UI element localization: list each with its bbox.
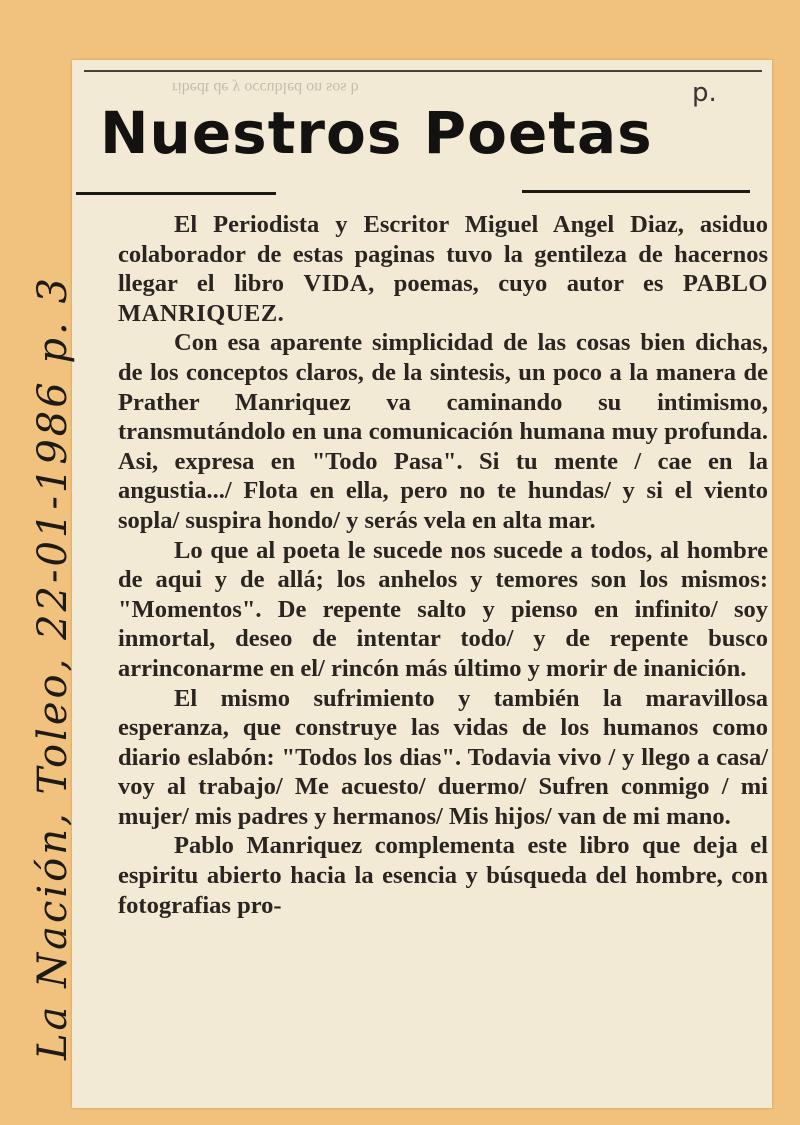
author-name: PABLO MANRIQUEZ <box>118 270 768 327</box>
article-body <box>118 210 768 920</box>
paragraph-1-text-a: El Periodista y Escritor Miguel Angel Diaz, asiduo colaborador de estas paginas tuvo la gentileza de hacernos llegar el libro <box>118 211 768 298</box>
paragraph-3: Lo que al poeta le sucede nos sucede a todos, al hombre de aqui y de allá; los anhelos y temores son los mismos: "Momentos". De repente salto y pienso en infinito/ soy inmortal, deseo de intentar todo/ y de repente busco arrinconarme en el/ rincón más último y morir de inanición. <box>118 536 768 682</box>
headline-rule-right <box>522 190 750 193</box>
corner-handwritten-mark: p. <box>692 78 717 108</box>
book-title: VIDA <box>303 270 369 298</box>
newspaper-clipping <box>72 60 772 1108</box>
paragraph-5: Pablo Manriquez complementa este libro que deja el espiritu abierto hacia la esencia y búsqueda del hombre, con fotografias pro- <box>118 832 768 919</box>
paragraph-4: El mismo sufrimiento y también la maravillosa esperanza, que construye las vidas de los humanos como diario eslabón: "Todos los dias". Todavia vivo / y llego a casa/ voy al trabajo/ Me acuesto/ duermo/ Sufren conmigo / mi mujer/ mis padres y hermanos/ Mis hijos/ van de mi mano. <box>118 684 768 830</box>
paragraph-1 <box>118 210 768 328</box>
paragraph-1-text-c: . <box>277 299 284 327</box>
top-rule <box>84 70 762 72</box>
bleed-through-text: ribedt de y occubled on sos b <box>172 79 359 96</box>
paragraph-2: Con esa aparente simplicidad de las cosas bien dichas, de los conceptos claros, de la sintesis, un poco a la manera de Prather Manriquez va caminando su intimismo, transmutándolo en una comunicación humana muy profunda. Asi, expresa en "Todo Pasa". Si tu mente / cae en la angustia.../ Flota en ella, pero no te hundas/ y si el viento sopla/ suspira hondo/ y serás vela en alta mar. <box>118 329 768 534</box>
headline: Nuestros Poetas <box>100 99 653 167</box>
headline-rule-left <box>76 192 276 195</box>
handwritten-margin-note: La Nación, Toleo, 22-01-1986 p. 3 <box>30 275 76 1060</box>
paragraph-1-text-b: , poemas, cuyo autor es <box>368 270 683 298</box>
